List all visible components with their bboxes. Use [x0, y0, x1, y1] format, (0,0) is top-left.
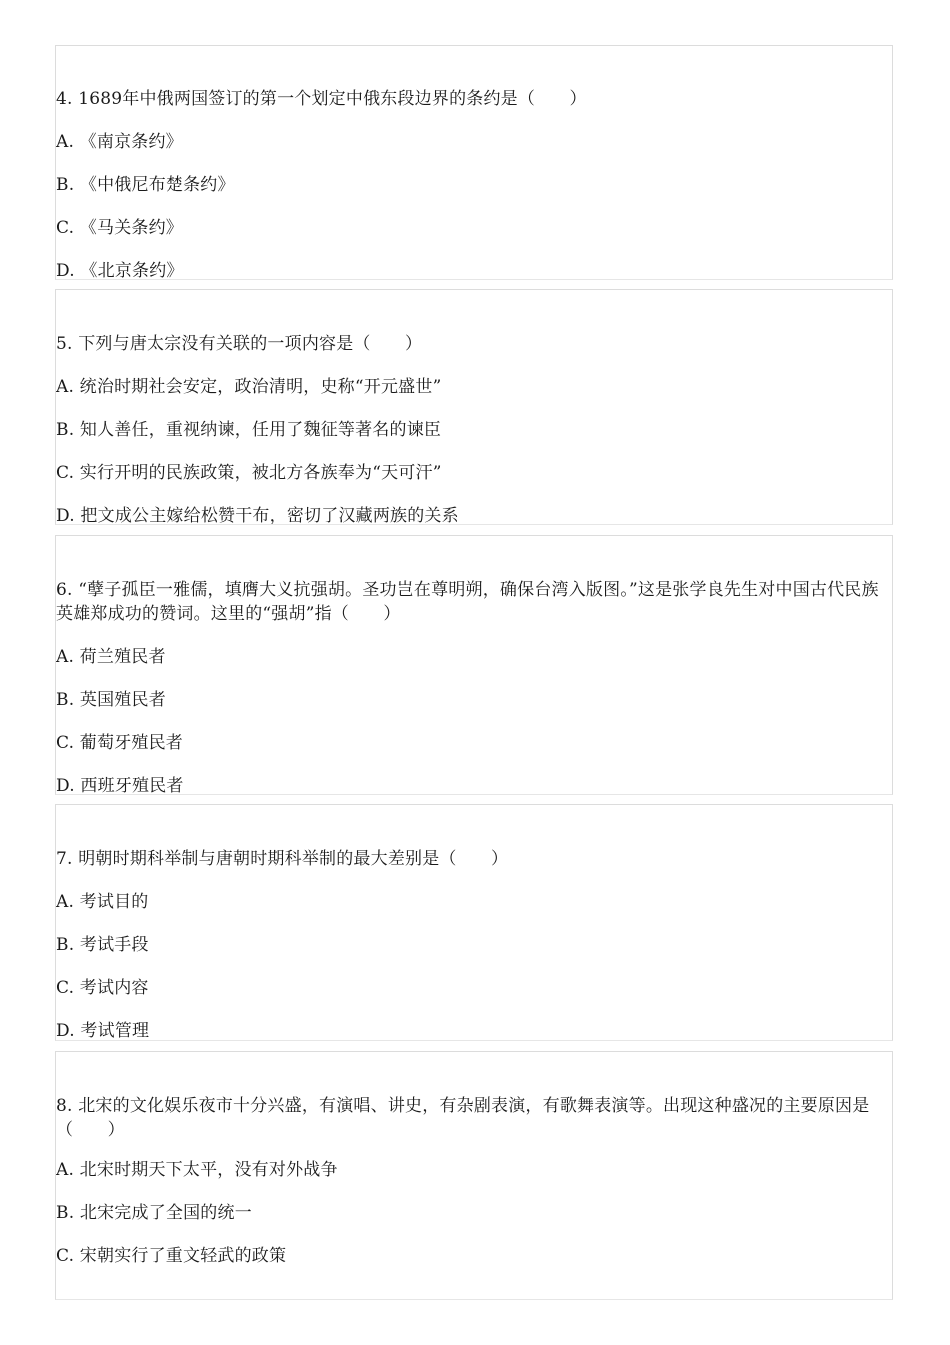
answer-option-d[interactable]: D. 考试管理 — [56, 1021, 150, 1041]
question-stem: 8. 北宋的文化娱乐夜市十分兴盛，有演唱、讲史，有杂剧表演，有歌舞表演等。出现这种盛况的主要原因是（ ） — [56, 1096, 870, 1140]
answer-option-a[interactable]: A. 北宋时期天下太平，没有对外战争 — [56, 1160, 338, 1180]
question-card — [55, 45, 893, 280]
answer-option-c[interactable]: C. 实行开明的民族政策，被北方各族奉为“天可汗” — [56, 463, 442, 483]
answer-option-d[interactable]: D. 西班牙殖民者 — [56, 776, 184, 795]
question-card — [55, 535, 893, 795]
question-card — [55, 289, 893, 525]
question-stem: 6. “孽子孤臣一雅儒，填膺大义抗强胡。圣功岂在尊明朔，确保台湾入版图。”这是张学良先生对中国古代民族英雄郑成功的赞词。这里的“强胡”指（ ） — [56, 580, 879, 624]
question-card — [55, 804, 893, 1041]
answer-option-a[interactable]: A. 《南京条约》 — [56, 132, 183, 152]
answer-option-a[interactable]: A. 考试目的 — [56, 892, 149, 912]
answer-option-a[interactable]: A. 统治时期社会安定，政治清明，史称“开元盛世” — [56, 377, 442, 397]
answer-option-a[interactable]: A. 荷兰殖民者 — [56, 647, 166, 667]
answer-option-c[interactable]: C. 宋朝实行了重文轻武的政策 — [56, 1246, 287, 1266]
answer-option-c[interactable]: C. 《马关条约》 — [56, 218, 184, 238]
answer-option-b[interactable]: B. 《中俄尼布楚条约》 — [56, 175, 235, 195]
answer-option-c[interactable]: C. 考试内容 — [56, 978, 149, 998]
answer-option-b[interactable]: B. 北宋完成了全国的统一 — [56, 1203, 252, 1223]
question-card — [55, 1051, 893, 1300]
answer-option-c[interactable]: C. 葡萄牙殖民者 — [56, 733, 184, 753]
answer-option-b[interactable]: B. 考试手段 — [56, 935, 149, 955]
question-stem: 5. 下列与唐太宗没有关联的一项内容是（ ） — [56, 334, 423, 354]
answer-option-b[interactable]: B. 知人善任，重视纳谏，任用了魏征等著名的谏臣 — [56, 420, 442, 440]
answer-option-b[interactable]: B. 英国殖民者 — [56, 690, 166, 710]
answer-option-d[interactable]: D. 把文成公主嫁给松赞干布，密切了汉藏两族的关系 — [56, 506, 459, 525]
question-stem: 7. 明朝时期科举制与唐朝时期科举制的最大差别是（ ） — [56, 849, 509, 869]
answer-option-d[interactable]: D. 《北京条约》 — [56, 261, 184, 280]
question-stem: 4. 1689年中俄两国签订的第一个划定中俄东段边界的条约是（ ） — [56, 89, 587, 109]
